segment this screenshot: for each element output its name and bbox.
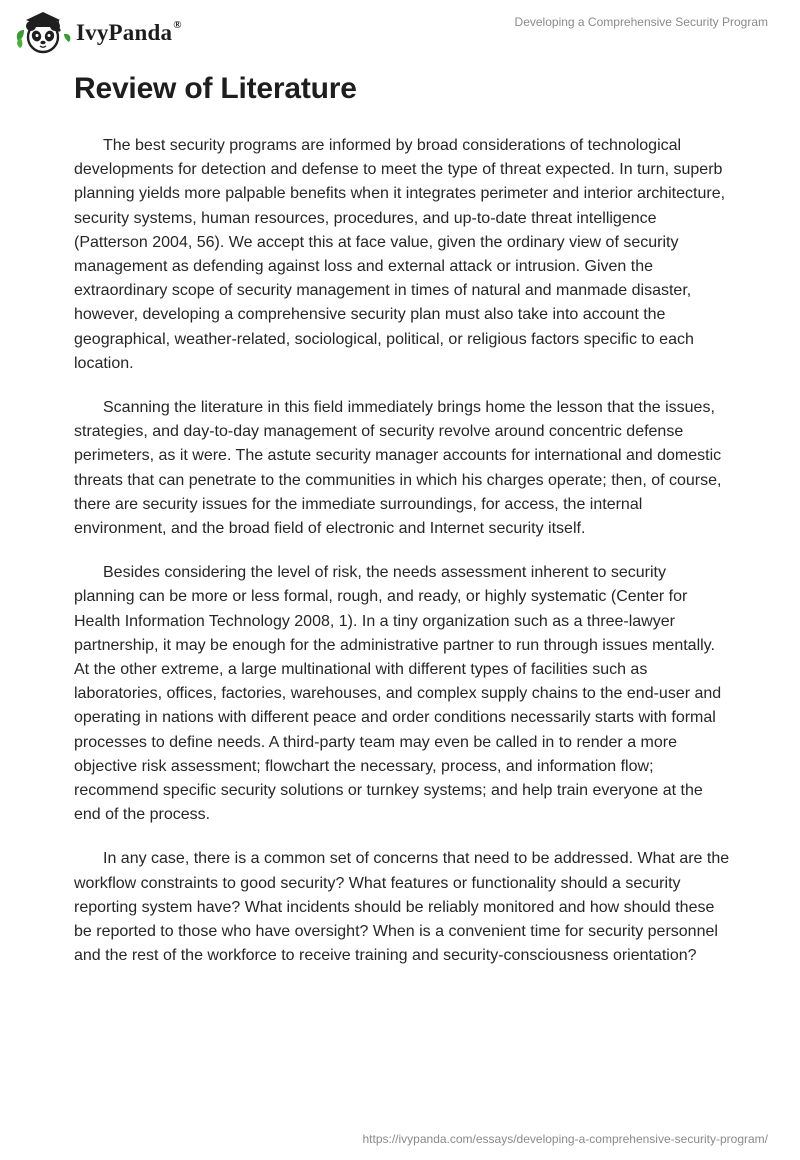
source-url-link[interactable]: https://ivypanda.com/essays/developing-a-comprehensive-security-program/ <box>362 1132 768 1146</box>
logo-name: IvyPanda <box>76 20 173 45</box>
logo-wordmark <box>76 20 182 46</box>
registered-mark: ® <box>173 19 182 32</box>
section-heading: Review of Literature <box>74 72 357 105</box>
paragraph-3: Besides considering the level of risk, the needs assessment inherent to security planning can be more or less formal, rough, and ready, or highly systematic (Center for Health Information Technology 2008, 1). In a tiny organization such as a three-lawyer partnership, it may be enough for the administrative partner to run through issues mentally. At the other extreme, a large multinational with different types of facilities such as laboratories, offices, factories, warehouses, and complex supply chains to the end-user and operating in nations with different peace and order conditions necessarily starts with formal processes to define needs. A third-party team may even be called in to render a more objective risk assessment; flowchart the necessary, process, and information flow; recommend specific security solutions or turnkey systems; and help train everyone at the end of the process. <box>74 564 722 824</box>
essay-body <box>74 134 730 989</box>
running-title: Developing a Comprehensive Security Program <box>514 15 768 29</box>
panda-graduation-cap-icon <box>14 8 72 56</box>
paragraph-4: In any case, there is a common set of concerns that need to be addressed. What are the workflow constraints to good security? What features or functionality should a security reporting system have? What incidents should be reliably monitored and how should these be reported to those who have oversight? When is a convenient time for security personnel and the rest of the workforce to receive training and security-consciousness orientation? <box>74 850 730 965</box>
paragraph-1: The best security programs are informed by broad considerations of technological developments for detection and defense to meet the type of threat expected. In turn, superb planning yields more palpable benefits when it integrates perimeter and interior architecture, security systems, human resources, procedures, and up-to-date threat intelligence (Patterson 2004, 56). We accept this at face value, given the ordinary view of security management as defending against loss and external attack or intrusion. Given the extraordinary scope of security management in times of natural and manmade disaster, however, developing a comprehensive security plan must also take into account the geographical, weather-related, sociological, political, or religious factors specific to each location. <box>74 137 726 372</box>
paragraph-2: Scanning the literature in this field immediately brings home the lesson that the issues, strategies, and day-to-day management of security revolve around concentric defense perimeters, as it were. The astute security manager accounts for international and domestic threats that can penetrate to the communities in which his charges operate; then, of course, there are security issues for the immediate surroundings, for access, the internal environment, and the broad field of electronic and Internet security itself. <box>74 399 722 538</box>
ivypanda-logo[interactable] <box>14 8 182 56</box>
